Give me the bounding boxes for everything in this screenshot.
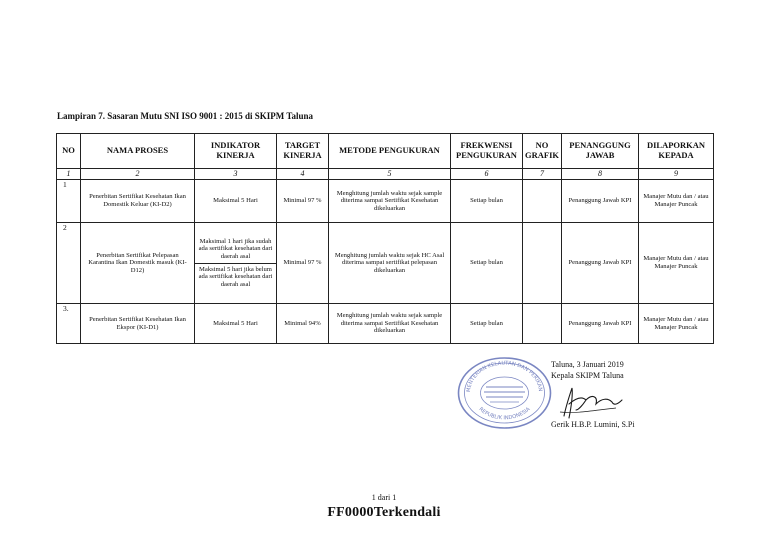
cell-frekwensi: Setiap bulan bbox=[451, 223, 523, 304]
column-number-row bbox=[57, 169, 714, 180]
page-number: 1 dari 1 bbox=[371, 493, 397, 502]
cell-grafik bbox=[523, 304, 562, 344]
approval-block bbox=[551, 360, 624, 382]
signer-position: Kepala SKIPM Taluna bbox=[551, 370, 624, 380]
cell-nama-proses: Penerbitan Sertifikat Kesehatan Ikan Ekspor (KI-D1) bbox=[81, 304, 195, 344]
column-number: 1 bbox=[57, 169, 81, 180]
cell-dilaporkan: Manajer Mutu dan / atau Manajer Puncak bbox=[639, 304, 714, 344]
cell-indikator bbox=[195, 223, 277, 304]
header-target: TARGET KINERJA bbox=[277, 134, 329, 169]
place-date: Taluna, 3 Januari 2019 bbox=[551, 360, 624, 369]
svg-text:KEMENTERIAN KELAUTAN DAN PERIK: MENTERIAN KELAUTAN DAN PERIKAN bbox=[465, 360, 543, 393]
column-number: 4 bbox=[277, 169, 329, 180]
header-indikator: INDIKATOR KINERJA bbox=[195, 134, 277, 169]
cell-no: 3. bbox=[57, 304, 81, 344]
indikator-part-2: Maksimal 5 hari jika belum ada sertifikat kesehatan dari daerah asal bbox=[195, 263, 276, 291]
cell-nama-proses: Penerbitan Sertifikat Pelepasan Karantina Ikan Domestik masuk (KI-D12) bbox=[81, 223, 195, 304]
header-frekwensi: FREKWENSI PENGUKURAN bbox=[451, 134, 523, 169]
cell-dilaporkan: Manajer Mutu dan / atau Manajer Puncak bbox=[639, 180, 714, 223]
cell-metode: Menghitung jumlah waktu sejak sample diterima sampai Sertifikat Kesehatan dikeluarkan bbox=[329, 180, 451, 223]
cell-target: Minimal 97 % bbox=[277, 223, 329, 304]
cell-nama-proses: Penerbitan Sertifikat Kesehatan Ikan Domestik Keluar (KI-D2) bbox=[81, 180, 195, 223]
column-number: 7 bbox=[523, 169, 562, 180]
table-row bbox=[57, 304, 714, 344]
cell-dilaporkan: Manajer Mutu dan / atau Manajer Puncak bbox=[639, 223, 714, 304]
cell-frekwensi: Setiap bulan bbox=[451, 180, 523, 223]
indikator-part-1: Maksimal 1 hari jika sudah ada sertifikat kesehatan dari daerah asal bbox=[198, 237, 273, 260]
header-no: NO bbox=[57, 134, 81, 169]
handwritten-signature bbox=[556, 384, 626, 422]
cell-penanggung: Penanggung Jawab KPI bbox=[562, 223, 639, 304]
header-grafik: NO GRAFIK bbox=[523, 134, 562, 169]
cell-metode: Menghitung jumlah waktu sejak sample diterima sampai Sertifikat Kesehatan dikeluarkan bbox=[329, 304, 451, 344]
cell-target: Minimal 94% bbox=[277, 304, 329, 344]
document-title: Lampiran 7. Sasaran Mutu SNI ISO 9001 : 2015 di SKIPM Taluna bbox=[57, 111, 314, 121]
table-row bbox=[57, 223, 714, 304]
cell-metode: Menghitung jumlah waktu sejak HC Asal diterima sampai sertifikat pelepasan dikeluarkan bbox=[329, 223, 451, 304]
header-nama-proses: NAMA PROSES bbox=[81, 134, 195, 169]
signer-name: Gerik H.B.P. Lumini, S.Pi bbox=[551, 420, 635, 429]
header-metode: METODE PENGUKURAN bbox=[329, 134, 451, 169]
cell-no: 1 bbox=[57, 180, 81, 223]
column-number: 8 bbox=[562, 169, 639, 180]
svg-text:REPUBLIK INDONESIA: REPUBLIK INDONESIA bbox=[477, 406, 532, 422]
column-number: 9 bbox=[639, 169, 714, 180]
column-number: 5 bbox=[329, 169, 451, 180]
column-number: 6 bbox=[451, 169, 523, 180]
cell-target: Minimal 97 % bbox=[277, 180, 329, 223]
official-stamp bbox=[456, 355, 553, 431]
document-control-mark: FF0000Terkendali bbox=[327, 505, 441, 520]
column-number: 2 bbox=[81, 169, 195, 180]
table-row bbox=[57, 180, 714, 223]
table-header-row bbox=[57, 134, 714, 169]
cell-grafik bbox=[523, 180, 562, 223]
cell-frekwensi: Setiap bulan bbox=[451, 304, 523, 344]
cell-indikator: Maksimal 5 Hari bbox=[195, 180, 277, 223]
cell-indikator: Maksimal 5 Hari bbox=[195, 304, 277, 344]
column-number: 3 bbox=[195, 169, 277, 180]
cell-penanggung: Penanggung Jawab KPI bbox=[562, 180, 639, 223]
quality-target-table bbox=[56, 133, 714, 344]
header-dilaporkan: DILAPORKAN KEPADA bbox=[639, 134, 714, 169]
header-penanggung: PENANGGUNG JAWAB bbox=[562, 134, 639, 169]
cell-grafik bbox=[523, 223, 562, 304]
cell-penanggung: Penanggung Jawab KPI bbox=[562, 304, 639, 344]
cell-no: 2 bbox=[57, 223, 81, 304]
